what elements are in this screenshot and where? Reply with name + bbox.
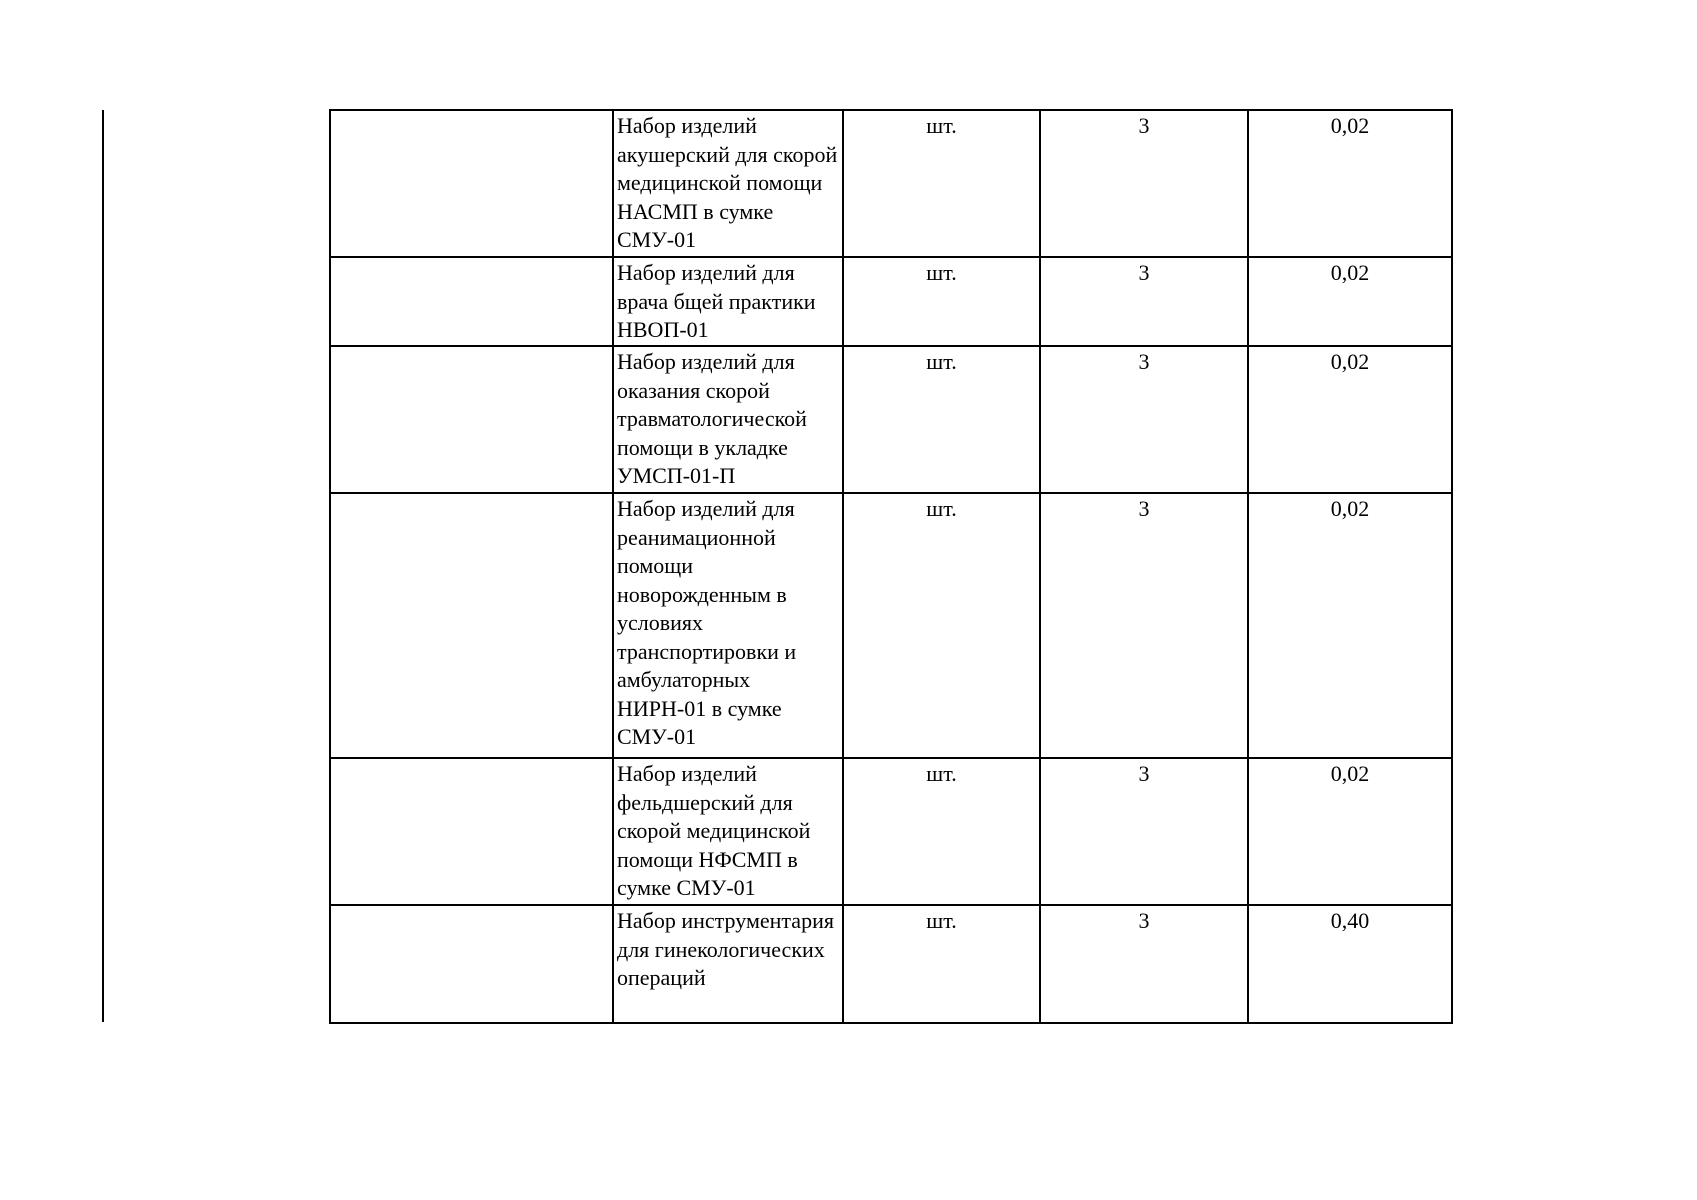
table-row: [330, 758, 1452, 905]
unit-cell: шт.: [843, 110, 1040, 257]
table-row: [330, 346, 1452, 493]
table-row: [330, 905, 1452, 1023]
unit-cell: шт.: [843, 758, 1040, 905]
quantity-cell: 3: [1040, 905, 1248, 1023]
item-name-cell: Набор изделий фельдшерский для скорой медицинской помощи НФСМП в сумке СМУ-01: [613, 758, 843, 905]
empty-cell: [330, 493, 613, 758]
item-name-cell: Набор изделий для оказания скорой травматологической помощи в укладке УМСП-01-П: [613, 346, 843, 493]
value-cell: 0,02: [1248, 257, 1452, 346]
value-cell: 0,40: [1248, 905, 1452, 1023]
item-name-cell: Набор изделий для врача бщей практики НВОП-01: [613, 257, 843, 346]
quantity-cell: 3: [1040, 758, 1248, 905]
value-cell: 0,02: [1248, 493, 1452, 758]
empty-cell: [330, 110, 613, 257]
empty-cell: [330, 758, 613, 905]
value-cell: 0,02: [1248, 346, 1452, 493]
value-cell: 0,02: [1248, 110, 1452, 257]
empty-cell: [330, 346, 613, 493]
table-row: [330, 257, 1452, 346]
quantity-cell: 3: [1040, 493, 1248, 758]
empty-cell: [330, 905, 613, 1023]
quantity-cell: 3: [1040, 257, 1248, 346]
quantity-cell: 3: [1040, 346, 1248, 493]
items-table: [329, 109, 1453, 1024]
table-row: [330, 110, 1452, 257]
empty-cell: [330, 257, 613, 346]
unit-cell: шт.: [843, 346, 1040, 493]
unit-cell: шт.: [843, 257, 1040, 346]
unit-cell: шт.: [843, 905, 1040, 1023]
item-name-cell: Набор изделий для реанимационной помощи новорожденным в условиях транспортировки и амбулаторных НИРН-01 в сумке СМУ-01: [613, 493, 843, 758]
item-name-cell: Набор изделий акушерский для скорой медицинской помощи НАСМП в сумке СМУ-01: [613, 110, 843, 257]
item-name-cell: Набор инструментария для гинекологических операций: [613, 905, 843, 1023]
table-row: [330, 493, 1452, 758]
quantity-cell: 3: [1040, 110, 1248, 257]
value-cell: 0,02: [1248, 758, 1452, 905]
page-margin-line: [102, 110, 104, 1022]
unit-cell: шт.: [843, 493, 1040, 758]
